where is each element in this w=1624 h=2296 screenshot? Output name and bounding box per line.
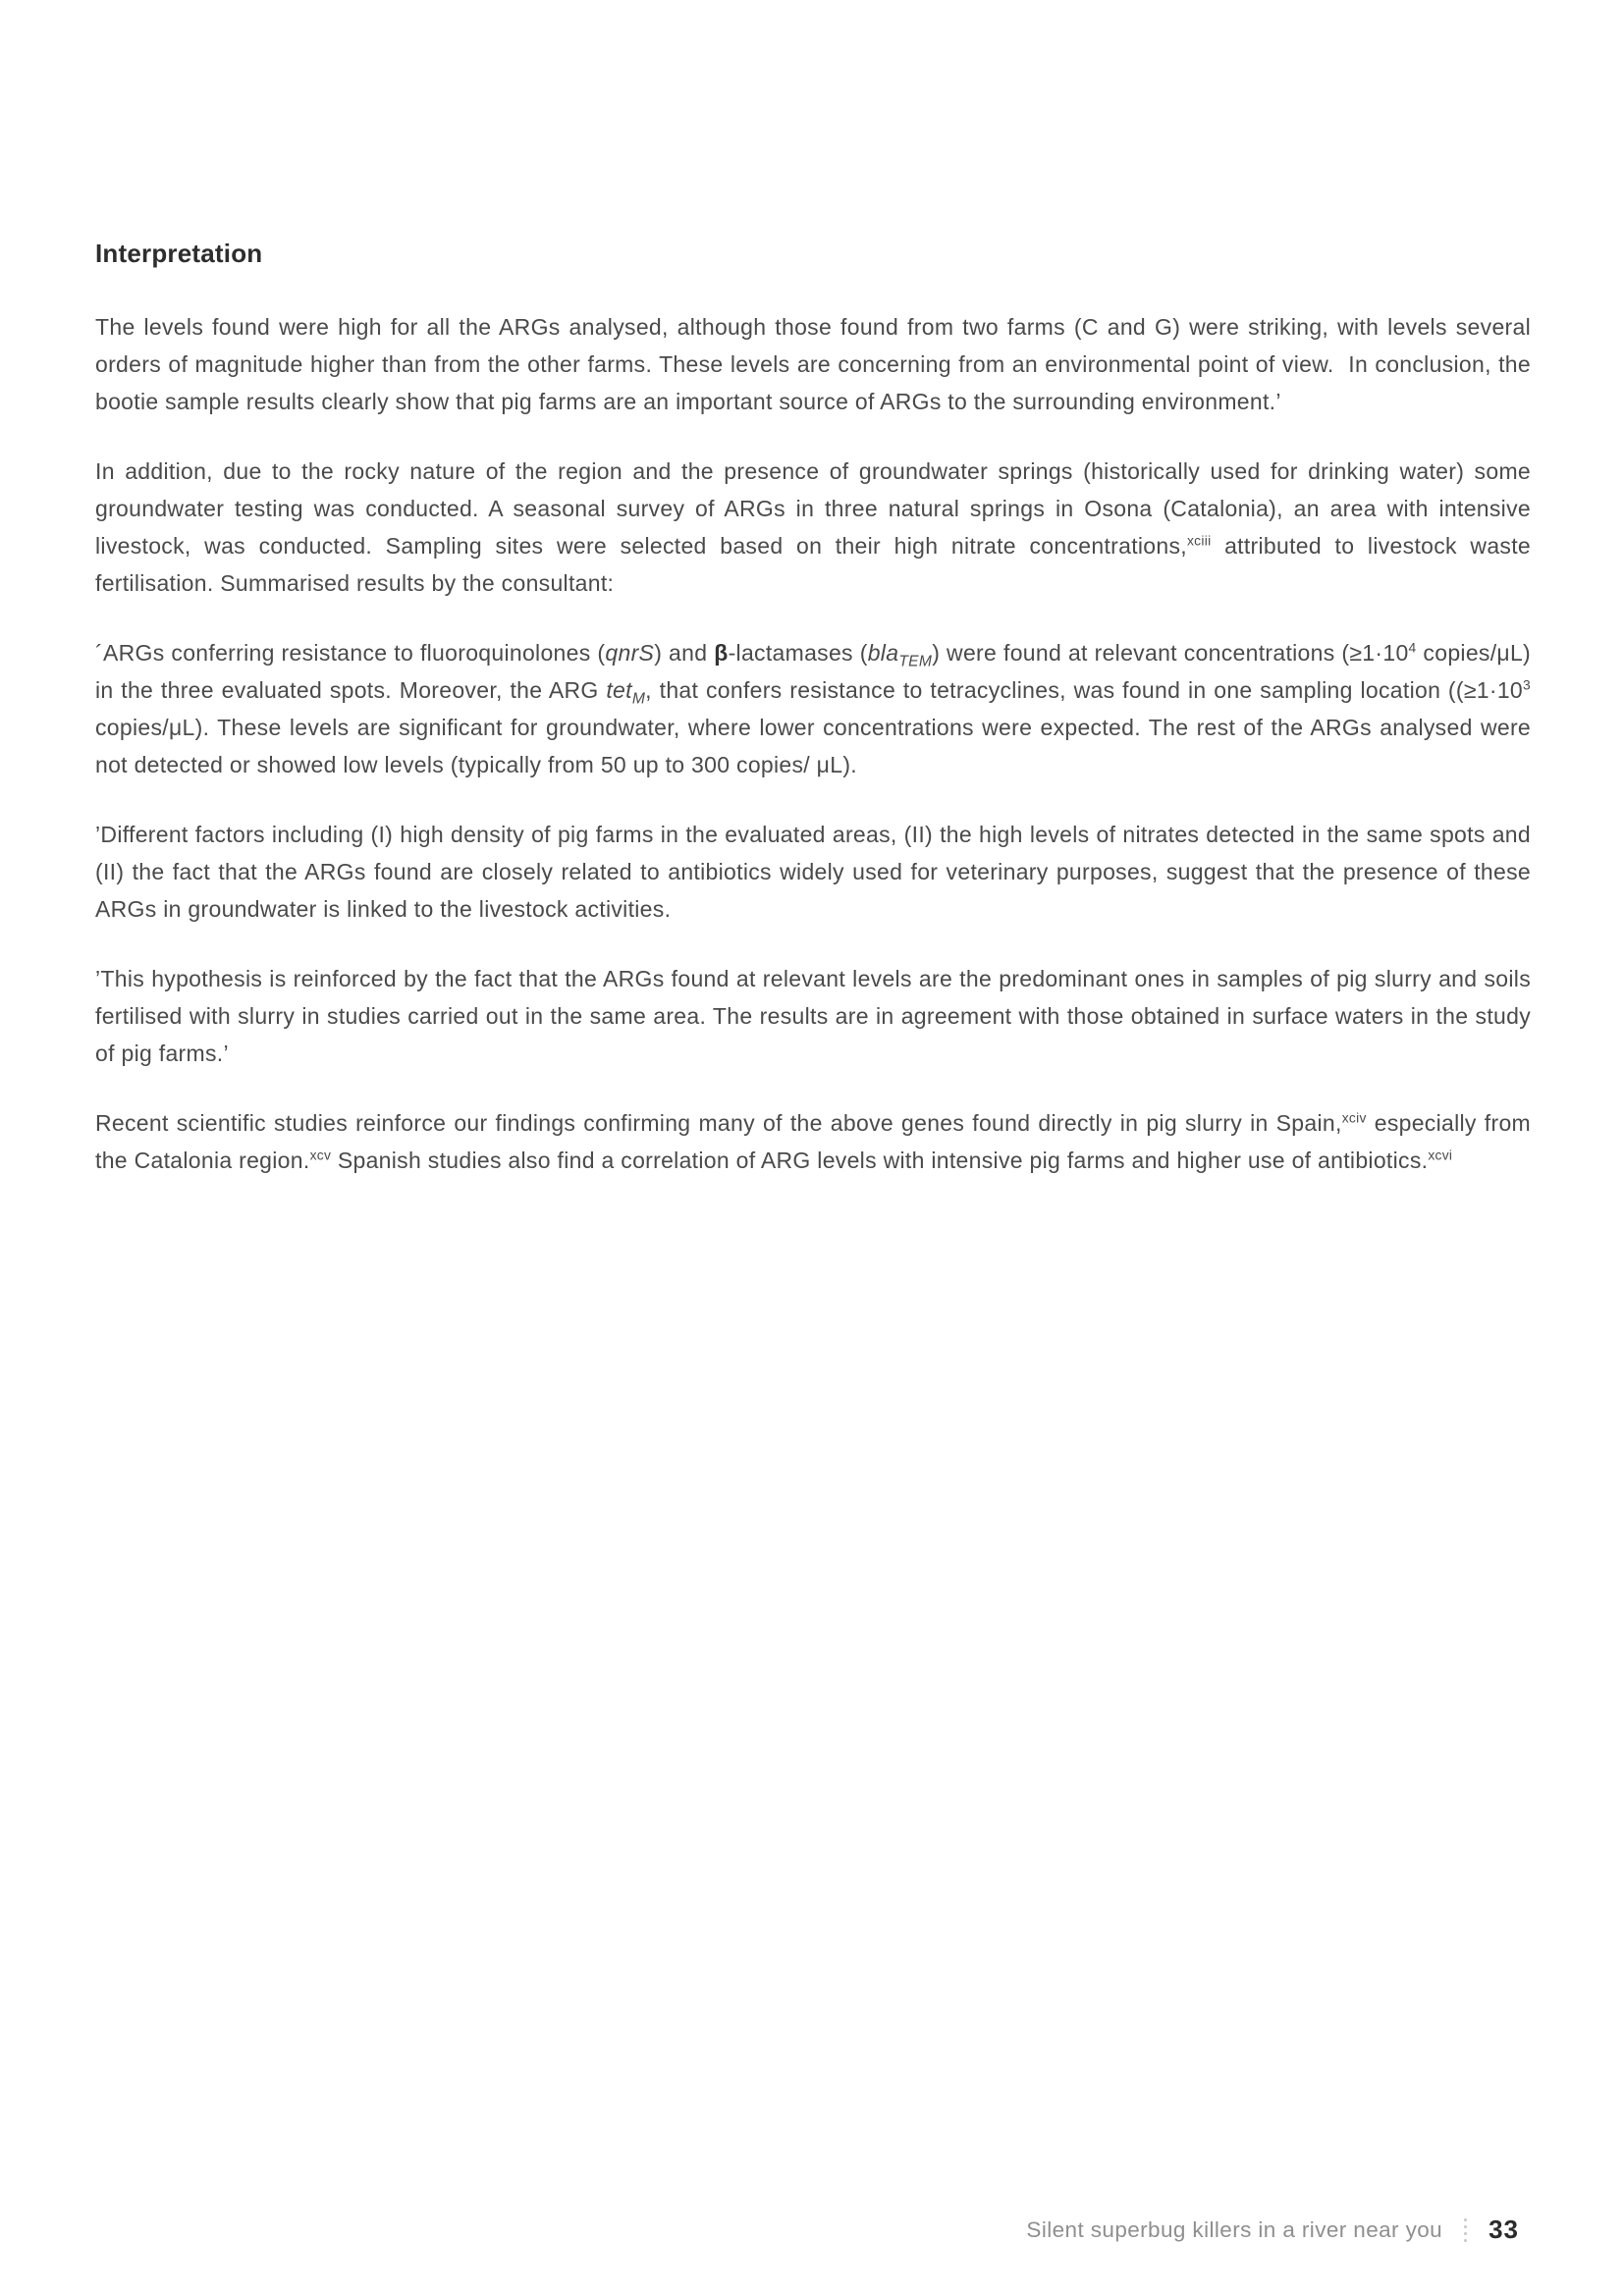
paragraph: ´ARGs conferring resistance to fluoroquinolones (qnrS) and β-lactamases (bla$_{TEM}$) were found at relevant concentrations ($\ge 1\cdot 10^4$ copies/μL) in the three evaluated spots. Moreover, the ARG tet$_M$, that confers resistance to tetracyclines, was found in one sampling location (($\ge 1\cdot 10^3$ copies/μL). These levels are significant for groundwater, where lower concentrations were expected. The rest of the ARGs analysed were not detected or showed low levels (typically from 50 up to 300 copies/ μL). [95, 640, 1532, 777]
dotted-separator-icon [1462, 2218, 1469, 2242]
paragraph: Recent scientific studies reinforce our findings confirming many of the above genes found directly in pig slurry in Spain,$^{xciv}$ especially from the Catalonia region.$^{xcv}$ Spanish studies also find a correlation of ARG levels with intensive pig farms and higher use of antibiotics.$^{xcvi}$ [95, 1110, 1532, 1173]
main-text-column [95, 239, 1531, 1211]
running-title: Silent superbug killers in a river near you [1026, 2216, 1443, 2242]
section-heading: Interpretation [95, 239, 263, 268]
page-footer [1026, 2215, 1519, 2245]
paragraph: ’This hypothesis is reinforced by the fact that the ARGs found at relevant levels are the predominant ones in samples of pig slurry and soils fertilised with slurry in studies carried out in the same area. The results are in agreement with those obtained in surface waters in the study of pig farms.’ [95, 966, 1531, 1066]
page-number: 33 [1489, 2215, 1519, 2244]
paragraph: ’Different factors including (I) high density of pig farms in the evaluated areas, (II) the high levels of nitrates detected in the same spots and (II) the fact that the ARGs found are closely related to antibiotics widely used for veterinary purposes, suggest that the presence of these ARGs in groundwater is linked to the livestock activities. [95, 822, 1531, 922]
paragraphs [95, 308, 1531, 1179]
paragraph: The levels found were high for all the ARGs analysed, although those found from two farms (C and G) were striking, with levels several orders of magnitude higher than from the other farms. These levels are concerning from an environmental point of view. In conclusion, the bootie sample results clearly show that pig farms are an important source of ARGs to the surrounding environment.’ [95, 314, 1531, 414]
paragraph: In addition, due to the rocky nature of the region and the presence of groundwater springs (historically used for drinking water) some groundwater testing was conducted. A seasonal survey of ARGs in three natural springs in Osona (Catalonia), an area with intensive livestock, was conducted. Sampling sites were selected based on their high nitrate concentrations,$^{xciii}$ attributed to livestock waste fertilisation. Summarised results by the consultant: [95, 458, 1532, 596]
